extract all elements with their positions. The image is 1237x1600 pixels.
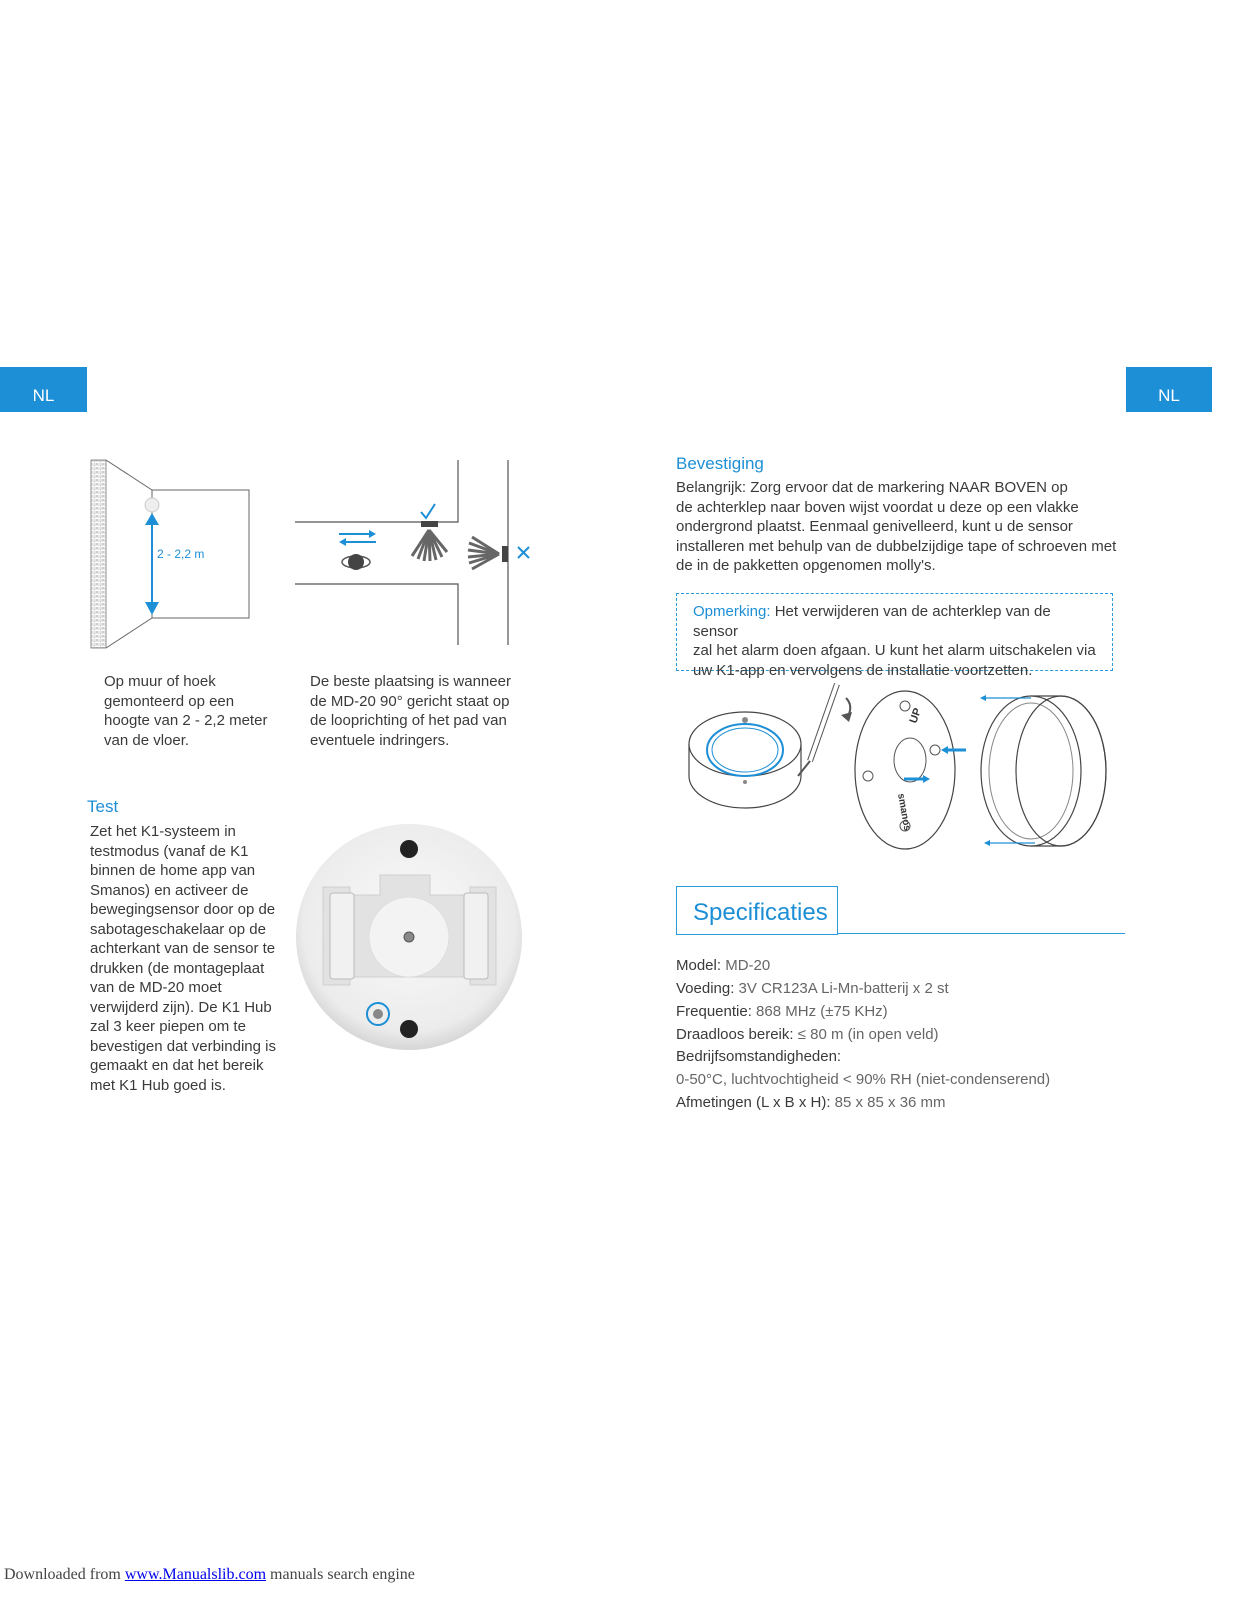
spec-voeding: Voeding: 3V CR123A Li-Mn-batterij x 2 st [676, 980, 949, 997]
spec-conditions-value: 0-50°C, luchtvochtigheid < 90% RH (niet-condenserend) [676, 1071, 1051, 1088]
screw-hole-bottom [400, 1020, 418, 1038]
spec-draadloos-bereik: Draadloos bereik: ≤ 80 m (in open veld) [676, 1026, 939, 1043]
screwdriver-icon [798, 684, 837, 776]
intruder-figure [342, 554, 370, 570]
sensor-good-position [421, 521, 438, 527]
detection-beams-bad [468, 537, 499, 569]
note-box: Opmerking: Het verwijderen van de achterklep van de sensor zal het alarm doen afgaan. U kunt het alarm uitschakelen via uw K1-app en vervolgens de installatie voortzetten. [676, 593, 1113, 671]
caption-wall-mount: Op muur of hoek gemonteerd op een hoogte van 2 - 2,2 meter van de vloer. [104, 673, 268, 749]
svg-text:UP: UP [907, 706, 925, 726]
check-icon [421, 504, 435, 518]
sensor-front [689, 712, 801, 808]
test-body: Zet het K1-systeem in testmodus (vanaf de K1 binnen de home app van Smanos) en activeer de bewegingsensor door op de sabotageschakelaar op de achterkant van de sensor te drukken (de montageplaat van de MD-20 moet verwijderd zijn). De K1 Hub zal 3 keer piepen om te bevestigen dat verbinding is gemaakt en dat het bereik met K1 Hub goed is. [90, 823, 276, 1094]
spec-bedrijfsomstandigheden: Bedrijfsomstandigheden: [676, 1048, 842, 1065]
spec-frequentie: Frequentie: 868 MHz (±75 KHz) [676, 1003, 888, 1020]
footer: Downloaded from www.Manualslib.com manuals search engine [4, 1566, 415, 1583]
sensor-bad-position [502, 546, 508, 562]
bevestiging-heading: Bevestiging [676, 454, 764, 473]
hallway-placement-illustration [290, 455, 550, 655]
screw-hole-top [400, 840, 418, 858]
brick-wall [91, 460, 106, 648]
bevestiging-body: Belangrijk: Zorg ervoor dat de markering NAAR BOVEN op de achterklep naar boven wijst voordat u deze op een vlakke ondergrond plaatst. Eenmaal genivelleerd, kunt u de sensor installeren met behulp van de dubbelzijdige tape of schroeven met de in de pakketten opgenomen molly's. [676, 479, 1117, 574]
back-plate [855, 691, 955, 849]
caption-direction: De beste plaatsing is wanneer de MD-20 90° gericht staat op de looprichting of het pad van eventuele indringers. [310, 673, 511, 749]
spec-heading: Specificaties [676, 886, 838, 935]
detection-beams-good [412, 530, 447, 561]
manualslib-link[interactable]: www.Manualslib.com [124, 1566, 267, 1583]
height-label: 2 - 2,2 m [157, 547, 205, 561]
sensor-dot [145, 498, 159, 512]
cross-icon [518, 547, 529, 558]
sensor-cover [981, 696, 1106, 846]
spec-heading-rule [838, 933, 1125, 934]
test-heading: Test [87, 797, 119, 816]
battery-slot-left [330, 893, 354, 979]
battery-slot-right [464, 893, 488, 979]
installation-illustration [686, 676, 1116, 856]
svg-text:smanos: smanos [895, 792, 913, 832]
language-tab-right: NL [1126, 367, 1212, 412]
spec-afmetingen: Afmetingen (L x B x H): 85 x 85 x 36 mm [676, 1094, 946, 1111]
language-tab-left: NL [0, 367, 87, 412]
sensor-back-photo [290, 815, 530, 1065]
spec-model: Model: MD-20 [676, 957, 771, 974]
